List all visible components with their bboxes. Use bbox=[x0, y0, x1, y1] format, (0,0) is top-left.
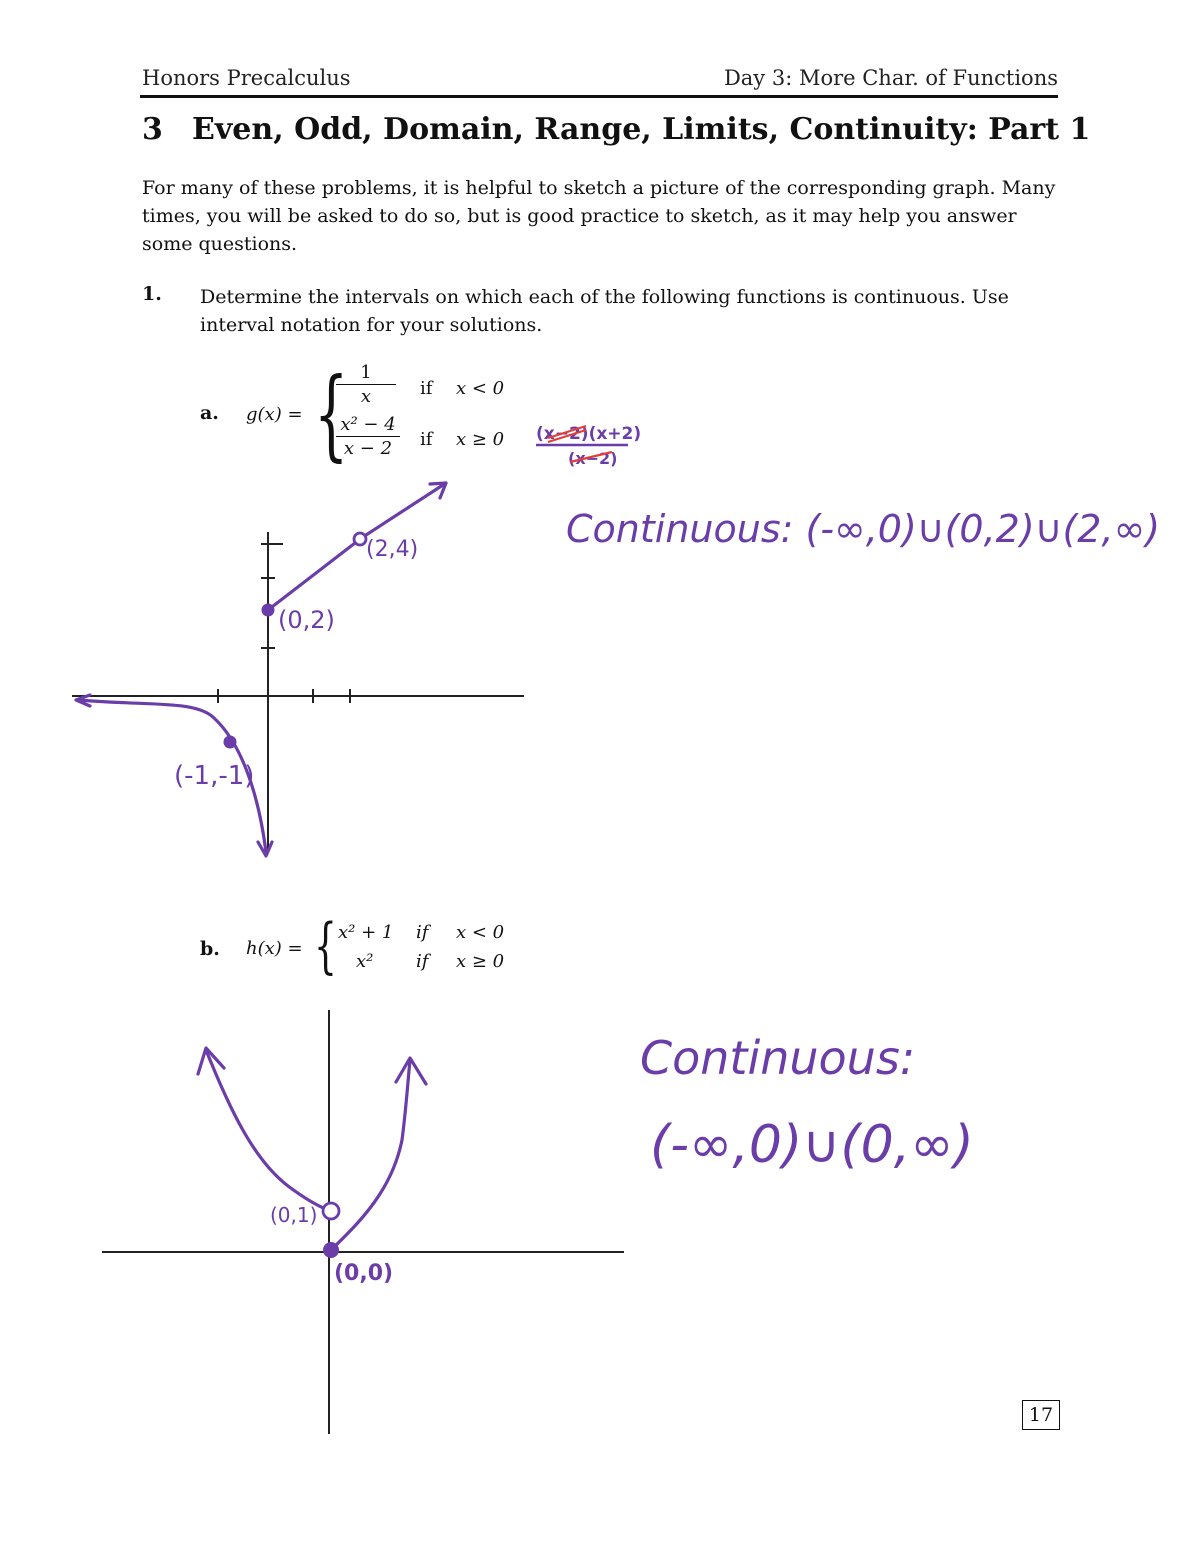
header-course: Honors Precalculus bbox=[142, 66, 351, 90]
section-title-text: Even, Odd, Domain, Range, Limits, Continuity: Part 1 bbox=[192, 112, 1091, 147]
intro-paragraph: For many of these problems, it is helpful to sketch a picture of the corresponding graph. Many times, you will be asked to do so, but is good practice to sketch, as it may help you answer some questions. bbox=[142, 177, 1056, 255]
part-a-label: a. bbox=[200, 402, 219, 424]
part-b-label: b. bbox=[200, 938, 220, 960]
header-day: Day 3: More Char. of Functions bbox=[723, 66, 1058, 90]
graph-a-label-left: (-1,-1) bbox=[174, 761, 255, 791]
graph-a-label-closed: (0,2) bbox=[278, 606, 335, 634]
graph-b-right-branch bbox=[331, 1060, 410, 1250]
part-a-case1-den: x bbox=[360, 386, 372, 407]
part-a-case1-ineq: x < 0 bbox=[456, 378, 505, 399]
part-a-scratch bbox=[536, 424, 641, 468]
problem-number: 1. bbox=[142, 283, 162, 305]
part-a-case1-cond: if bbox=[420, 378, 433, 399]
part-a-scratch-num: (x−2)(x+2) bbox=[536, 424, 642, 444]
graph-b-label-closed: (0,0) bbox=[334, 1261, 394, 1286]
page-number: 17 bbox=[1022, 1400, 1060, 1430]
part-a-case2-cond: if bbox=[420, 429, 433, 450]
part-a-case2-num: x² − 4 bbox=[336, 414, 400, 437]
graph-b bbox=[102, 1010, 624, 1434]
problem-text: Determine the intervals on which each of the following functions is continuous. Use interval notation for your solutions. bbox=[200, 286, 1009, 336]
part-b-case2-expr: x² bbox=[356, 951, 374, 972]
part-a-case2-den: x − 2 bbox=[343, 438, 393, 459]
part-a-scratch-den: (x−2) bbox=[568, 449, 618, 468]
graph-a-right-segment bbox=[268, 543, 355, 610]
graph-a-left-point bbox=[224, 736, 237, 749]
graph-a-label-open: (2,4) bbox=[366, 537, 419, 562]
graph-b-left-branch bbox=[206, 1050, 328, 1210]
part-b-case1-ineq: x < 0 bbox=[456, 922, 505, 943]
part-b-answer-line1: Continuous: bbox=[640, 1031, 916, 1085]
graph-a-right-segment bbox=[366, 483, 446, 535]
part-b-case1-cond: if bbox=[416, 922, 429, 943]
graph-a-open-point bbox=[354, 533, 366, 545]
section-number: 3 bbox=[142, 112, 163, 147]
part-a-lhs: g(x) = bbox=[246, 404, 303, 425]
graph-a bbox=[72, 483, 524, 856]
part-b-case2-cond: if bbox=[416, 951, 429, 972]
graph-b-right-arrow bbox=[396, 1058, 426, 1084]
graph-a-closed-point bbox=[262, 604, 275, 617]
part-a-case2-ineq: x ≥ 0 bbox=[456, 429, 505, 450]
graph-b-open-point bbox=[323, 1203, 339, 1219]
part-b-case2-ineq: x ≥ 0 bbox=[456, 951, 505, 972]
part-b-lhs: h(x) = bbox=[246, 938, 303, 959]
graph-b-label-open: (0,1) bbox=[270, 1203, 318, 1227]
part-a-case1-num: 1 bbox=[336, 362, 396, 385]
part-b-answer-line2: (-∞,0)∪(0,∞) bbox=[650, 1115, 974, 1175]
part-a-answer: Continuous: (-∞,0)∪(0,2)∪(2,∞) bbox=[566, 507, 1161, 551]
graph-b-closed-point bbox=[323, 1242, 339, 1258]
part-a-brace: { bbox=[314, 358, 349, 472]
part-b-brace: { bbox=[314, 911, 337, 981]
part-b-case1-expr: x² + 1 bbox=[338, 922, 394, 943]
